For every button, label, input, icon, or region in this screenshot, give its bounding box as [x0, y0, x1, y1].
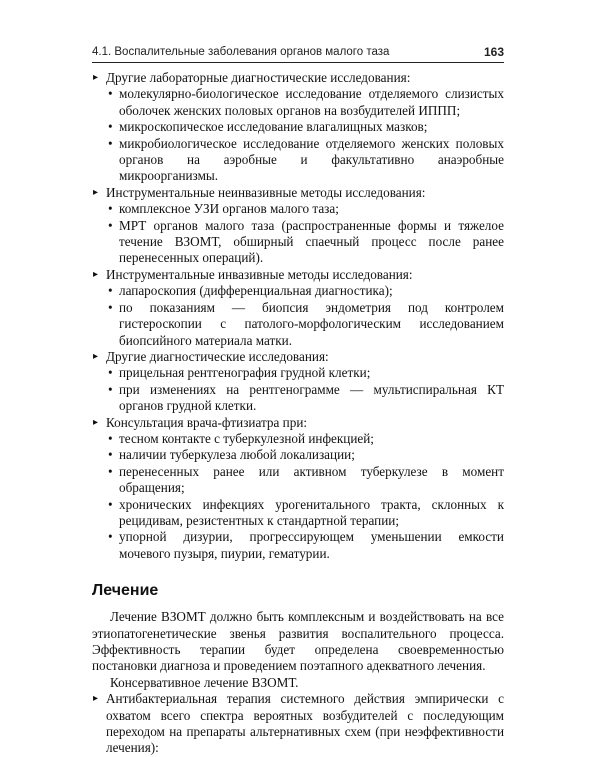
list-item-text: МРТ органов малого таза (распространенные формы и тяжелое течение ВЗОМТ, обширный спаечный процесс после ранее перенесенных операций).	[119, 217, 504, 266]
list-item	[92, 365, 504, 381]
list-item-text: комплексное УЗИ органов малого таза;	[119, 201, 339, 217]
page-number: 163	[483, 45, 504, 59]
bullet-dot-icon: •	[108, 299, 113, 315]
list-item-text: упорной дизурии, прогрессирующем уменьшении емкости мочевого пузыря, пиурии, гематурии.	[119, 529, 504, 561]
item-list	[92, 431, 504, 562]
list-item	[92, 300, 504, 349]
list-item-text: перенесенных ранее или активном туберкулезе в момент обращения;	[119, 463, 504, 496]
chapter-title: 4.1. Воспалительные заболевания органов малого таза	[92, 46, 390, 58]
list-item-text: молекулярно-биологическое исследование отделяемого слизистых оболочек женских половых органов на возбудителей ИППП;	[119, 86, 504, 118]
section-title-text: Другие лабораторные диагностические исследования:	[106, 70, 411, 85]
bullet-dot-icon: •	[108, 86, 113, 102]
list-item-text: микробиологическое исследование отделяемого женских половых органов на аэробные и факультативно анаэробные микроорганизмы.	[119, 135, 504, 184]
section-heading-treatment: Лечение	[92, 582, 159, 600]
antibacterial-therapy-text: Антибактериальная терапия системного действия эмпирически с охватом всего спектра вероятных возбудителей с последующим переходом на препараты альтернативных схем (при неэффективности лечения):	[106, 691, 504, 756]
treatment-paragraph: Лечение ВЗОМТ должно быть комплексным и воздействовать на все этиопатогенетические звенья развития воспалительного процесса. Эффективность терапии будет определена своевременностью постановки диагноза и проведением поэтапного адекватного лечения.	[92, 609, 504, 674]
diagnostic-section	[92, 70, 504, 185]
list-item	[92, 218, 504, 267]
triangle-bullet-icon: ▸	[93, 268, 99, 280]
section-title	[92, 185, 504, 201]
diagnostic-section	[92, 185, 504, 267]
triangle-bullet-icon: ▸	[93, 186, 99, 198]
diagnostic-section	[92, 349, 504, 415]
diagnostic-section	[92, 415, 504, 563]
triangle-bullet-icon: ▸	[93, 350, 99, 362]
list-item-text: прицельная рентгенография грудной клетки;	[119, 365, 371, 381]
list-item	[92, 464, 504, 497]
bullet-dot-icon: •	[108, 430, 113, 446]
item-list	[92, 201, 504, 267]
running-header	[92, 44, 504, 63]
item-list	[92, 365, 504, 414]
list-item	[92, 136, 504, 185]
diagnostics-list	[92, 70, 504, 562]
section-title-text: Консультация врача-фтизиатра при:	[106, 414, 308, 430]
antibacterial-therapy-item	[92, 691, 504, 757]
list-item	[92, 86, 504, 119]
item-list	[92, 86, 504, 184]
triangle-bullet-icon: ▸	[93, 72, 99, 83]
triangle-bullet-icon: ▸	[93, 693, 99, 705]
list-item-text: по показаниям — биопсия эндометрия под контролем гистероскопии с патолого-морфологическим исследованием биопсийного материала матки.	[119, 299, 504, 348]
list-item	[92, 382, 504, 415]
bullet-dot-icon: •	[108, 217, 113, 233]
section-title	[92, 267, 504, 283]
bullet-dot-icon: •	[108, 119, 113, 135]
list-item-text: хронических инфекциях урогенитального тракта, склонных к рецидивам, резистентных к стандартной терапии;	[119, 496, 504, 528]
section-title-text: Инструментальные неинвазивные методы исследования:	[106, 184, 426, 200]
bullet-dot-icon: •	[108, 496, 113, 512]
section-title-text: Другие диагностические исследования:	[106, 348, 329, 364]
list-item-text: лапароскопия (дифференциальная диагностика);	[119, 283, 393, 299]
bullet-dot-icon: •	[108, 201, 113, 217]
list-item	[92, 529, 504, 562]
bullet-dot-icon: •	[108, 381, 113, 397]
list-item	[92, 497, 504, 530]
section-title	[92, 349, 504, 365]
list-item-text: при изменениях на рентгенограмме — мультиспиральная КТ органов грудной клетки.	[119, 381, 504, 414]
triangle-bullet-icon: ▸	[93, 416, 99, 428]
bullet-dot-icon: •	[108, 135, 113, 151]
section-title-text: Инструментальные инвазивные методы исследования:	[106, 266, 413, 282]
bullet-dot-icon: •	[108, 447, 113, 463]
diagnostic-section	[92, 267, 504, 349]
bullet-dot-icon: •	[108, 463, 113, 479]
bullet-dot-icon: •	[108, 529, 113, 545]
list-item	[92, 283, 504, 299]
bullet-dot-icon: •	[108, 283, 113, 299]
item-list	[92, 283, 504, 349]
section-title	[92, 70, 504, 86]
list-item	[92, 447, 504, 463]
conservative-treatment-line: Консервативное лечение ВЗОМТ.	[110, 674, 299, 690]
bullet-dot-icon: •	[108, 365, 113, 381]
list-item	[92, 119, 504, 135]
list-item-text: тесном контакте с туберкулезной инфекцией;	[119, 430, 374, 446]
list-item-text: микроскопическое исследование влагалищных мазков;	[119, 119, 428, 135]
list-item-text: наличии туберкулеза любой локализации;	[119, 447, 355, 463]
section-title	[92, 415, 504, 431]
page-body	[92, 70, 504, 757]
list-item	[92, 201, 504, 217]
list-item	[92, 431, 504, 447]
